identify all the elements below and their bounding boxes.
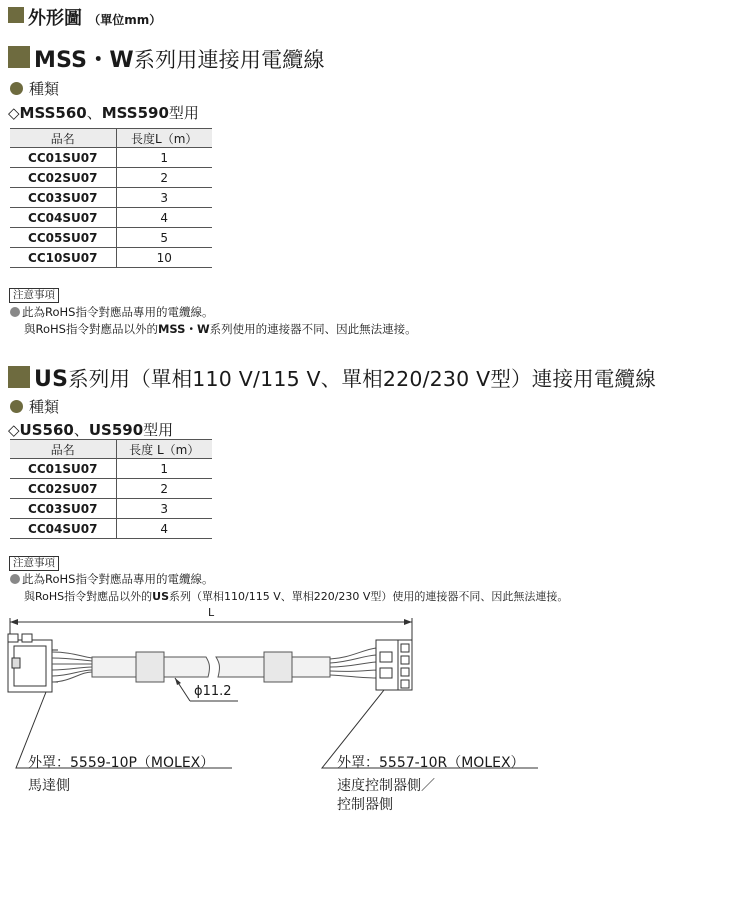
section1-marker [8, 46, 30, 68]
left-housing-label: 外罩：5559-10P（MOLEX） [28, 755, 215, 771]
product-length: 3 [116, 188, 212, 208]
section1-note-line2: 與RoHS指令對應品以外的MSS・W系列使用的連接器不同、因此無法連接。 [24, 322, 417, 336]
length-dimension [10, 618, 412, 642]
section1-heading-bold: MSS・W [34, 48, 134, 73]
section2-heading [34, 362, 656, 392]
section1-heading-rest: 系列用連接用電纜線 [133, 48, 325, 72]
product-name: CC05SU07 [10, 228, 116, 248]
product-name: CC02SU07 [10, 168, 116, 188]
table-header-row [10, 440, 212, 459]
product-length: 4 [116, 208, 212, 228]
product-length: 5 [116, 228, 212, 248]
section2-heading-rest: 系列用（單相110 V/115 V、單相220/230 V型）連接用電纜線 [68, 367, 656, 391]
table-header-row [10, 129, 212, 148]
section2-note-line2: 與RoHS指令對應品以外的US系列（單相110/115 V、單相220/230 V型）使用的連接器不同、因此無法連接。 [24, 590, 569, 603]
section2-type-heading: 種類 [10, 396, 59, 417]
right-wires [330, 648, 376, 678]
table-row [10, 168, 212, 188]
product-length: 3 [116, 499, 212, 519]
table-row [10, 519, 212, 539]
product-length: 4 [116, 519, 212, 539]
table-row [10, 459, 212, 479]
right-side-label-line1: 速度控制器側／ [337, 778, 435, 794]
table-row [10, 499, 212, 519]
length-label: L [208, 606, 215, 619]
diameter-label: ϕ11.2 [194, 684, 232, 699]
section2-note-title: 注意事項 [9, 556, 59, 571]
left-side-label: 馬達側 [28, 778, 70, 794]
bullet-dot-icon [10, 82, 23, 95]
table-row [10, 148, 212, 168]
section2-heading-bold: US [34, 367, 69, 392]
right-side-label-line2: 控制器側 [337, 797, 393, 813]
product-name: CC03SU07 [10, 499, 116, 519]
page-title: 外形圖 （單位mm） [28, 8, 162, 29]
product-length: 1 [116, 148, 212, 168]
column-header-length: 長度 L（m） [116, 440, 212, 459]
page-title-unit: （單位mm） [88, 13, 162, 27]
section2-models: ◇US560、US590型用 [8, 421, 174, 439]
product-length: 2 [116, 168, 212, 188]
diamond-icon: ◇ [8, 421, 20, 439]
product-name: CC03SU07 [10, 188, 116, 208]
product-length: 10 [116, 248, 212, 268]
left-connector [8, 634, 58, 692]
table-row [10, 188, 212, 208]
section1-models: ◇MSS560、MSS590型用 [8, 104, 199, 122]
right-housing-label: 外罩：5557-10R（MOLEX） [337, 755, 525, 771]
product-length: 1 [116, 459, 212, 479]
table-row [10, 479, 212, 499]
column-header-name: 品名 [10, 440, 116, 459]
cable-sleeves [136, 652, 292, 682]
section1-heading [34, 43, 325, 74]
bullet-dot-icon [10, 400, 23, 413]
product-name: CC04SU07 [10, 519, 116, 539]
right-connector [376, 640, 412, 690]
section1-note-title: 注意事項 [9, 288, 59, 303]
section1-type-heading: 種類 [10, 78, 59, 99]
table-row [10, 248, 212, 268]
product-name: CC10SU07 [10, 248, 116, 268]
product-name: CC02SU07 [10, 479, 116, 499]
diamond-icon: ◇ [8, 104, 20, 122]
section1-note-line1: 此為RoHS指令對應品專用的電纜線。 [10, 304, 213, 320]
note-bullet-icon [10, 574, 20, 584]
section1-table [10, 128, 212, 268]
column-header-length: 長度L（m） [116, 129, 212, 148]
title-marker [8, 7, 24, 23]
note-bullet-icon [10, 307, 20, 317]
column-header-name: 品名 [10, 129, 116, 148]
table-row [10, 208, 212, 228]
section2-table [10, 439, 212, 539]
product-length: 2 [116, 479, 212, 499]
section2-marker [8, 366, 30, 388]
product-name: CC01SU07 [10, 459, 116, 479]
product-name: CC01SU07 [10, 148, 116, 168]
table-row [10, 228, 212, 248]
section2-note-line1: 此為RoHS指令對應品專用的電纜線。 [10, 571, 213, 587]
cable-body [92, 657, 330, 677]
left-wires [52, 652, 92, 682]
product-name: CC04SU07 [10, 208, 116, 228]
